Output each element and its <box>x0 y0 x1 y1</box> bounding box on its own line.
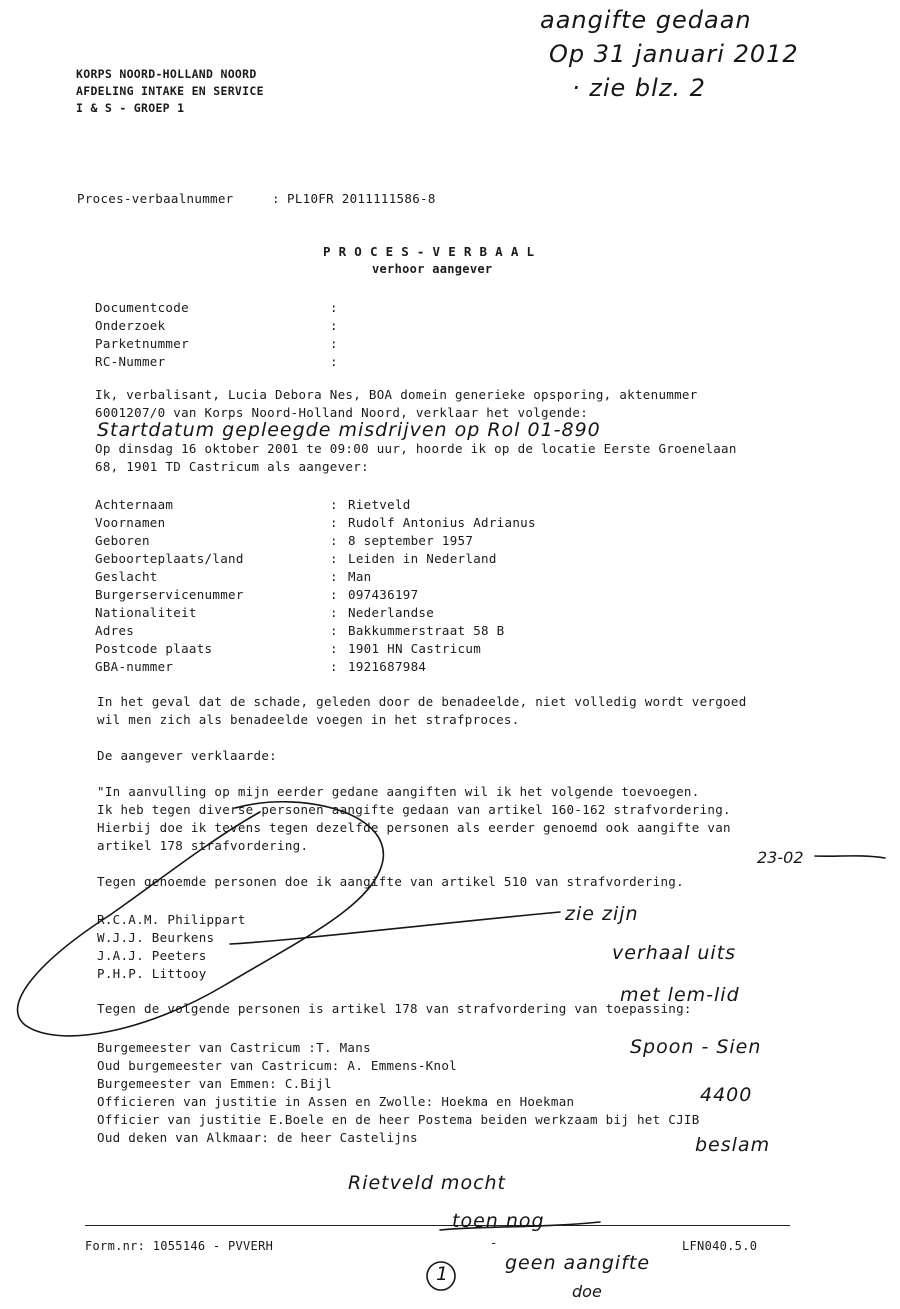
header-line-2: AFDELING INTAKE EN SERVICE <box>76 84 264 98</box>
person-sep: : <box>330 605 338 620</box>
person-value: Leiden in Nederland <box>348 551 497 566</box>
handwritten-date-note: 23-02 <box>757 848 804 867</box>
handwritten-note-top-2: Op 31 januari 2012 <box>549 40 799 68</box>
pv-number-value: PL10FR 2011111586-8 <box>287 191 436 206</box>
document-title: P R O C E S - V E R B A A L <box>323 244 535 259</box>
person-sep: : <box>330 659 338 674</box>
person-label: Burgerservicenummer <box>95 587 244 602</box>
handwritten-side-note: Spoon - Sien <box>630 1036 762 1058</box>
person-label: Achternaam <box>95 497 174 512</box>
meta-sep: : <box>330 354 338 369</box>
person-sep: : <box>330 623 338 638</box>
intro-line-4: 68, 1901 TD Castricum als aangever: <box>95 459 369 474</box>
handwritten-bottom-2: toen nog <box>452 1210 545 1232</box>
handwritten-side-note: verhaal uits <box>612 942 737 964</box>
handwritten-side-note: beslam <box>695 1134 771 1156</box>
damage-line-1: In het geval dat de schade, geleden door de benadeelde, niet volledig wordt vergoed <box>97 694 747 709</box>
header-line-3: I & S - GROEP 1 <box>76 101 185 115</box>
handwritten-note-top-3: · zie blz. 2 <box>572 74 706 102</box>
handwritten-side-note: met lem-lid <box>620 984 740 1006</box>
pv-number-label: Proces-verbaalnummer <box>77 191 234 206</box>
handwritten-bottom-4: doe <box>572 1282 602 1301</box>
official-line: Officieren van justitie in Assen en Zwolle: Hoekma en Hoekman <box>97 1094 575 1109</box>
footer-form-nr: Form.nr: 1055146 - PVVERH <box>85 1239 274 1253</box>
meta-label-rc-nummer: RC-Nummer <box>95 354 166 369</box>
official-line: Burgemeester van Castricum :T. Mans <box>97 1040 371 1055</box>
declared-label: De aangever verklaarde: <box>97 748 277 763</box>
person-label: Nationaliteit <box>95 605 197 620</box>
statement-line-5: Tegen genoemde personen doe ik aangifte van artikel 510 van strafvordering. <box>97 874 684 889</box>
person-label: Voornamen <box>95 515 166 530</box>
person-label: Adres <box>95 623 135 638</box>
meta-label-parketnummer: Parketnummer <box>95 336 189 351</box>
meta-label-documentcode: Documentcode <box>95 300 189 315</box>
handwritten-note-top-1: aangifte gedaan <box>540 6 752 34</box>
statement-line-3: Hierbij doe ik tevens tegen dezelfde personen als eerder genoemd ook aangifte van <box>97 820 731 835</box>
person-label: Geboorteplaats/land <box>95 551 244 566</box>
handwritten-bottom-1: Rietveld mocht <box>348 1172 507 1194</box>
statement-line-2: Ik heb tegen diverse personen aangifte gedaan van artikel 160-162 strafvordering. <box>97 802 731 817</box>
person-value: Man <box>348 569 372 584</box>
person-label: Geboren <box>95 533 150 548</box>
statement-line-1: "In aanvulling op mijn eerder gedane aangiften wil ik het volgende toevoegen. <box>97 784 700 799</box>
footer-dash: - <box>490 1236 498 1250</box>
person-510: W.J.J. Beurkens <box>97 930 215 945</box>
person-sep: : <box>330 497 338 512</box>
person-510: R.C.A.M. Philippart <box>97 912 246 927</box>
intro-line-2: 6001207/0 van Korps Noord-Holland Noord, verklaar het volgende: <box>95 405 589 420</box>
person-510: P.H.P. Littooy <box>97 966 207 981</box>
person-label: Geslacht <box>95 569 158 584</box>
person-value: 1921687984 <box>348 659 427 674</box>
person-value: Bakkummerstraat 58 B <box>348 623 505 638</box>
person-value: 097436197 <box>348 587 419 602</box>
person-sep: : <box>330 515 338 530</box>
footer-code: LFN040.5.0 <box>682 1239 758 1253</box>
header-line-1: KORPS NOORD-HOLLAND NOORD <box>76 67 257 81</box>
intro-line-3: Op dinsdag 16 oktober 2001 te 09:00 uur, hoorde ik op de locatie Eerste Groenelaan <box>95 441 737 456</box>
official-line: Officier van justitie E.Boele en de heer Postema beiden werkzaam bij het CJIB <box>97 1112 700 1127</box>
person-label: GBA-nummer <box>95 659 174 674</box>
person-sep: : <box>330 587 338 602</box>
person-sep: : <box>330 551 338 566</box>
person-value: 8 september 1957 <box>348 533 474 548</box>
official-line: Oud deken van Alkmaar: de heer Castelijns <box>97 1130 418 1145</box>
meta-sep: : <box>330 318 338 333</box>
official-line: Oud burgemeester van Castricum: A. Emmens-Knol <box>97 1058 457 1073</box>
handwritten-side-note: 4400 <box>700 1084 753 1106</box>
footer-rule <box>85 1225 790 1226</box>
pv-number-sep: : <box>272 191 280 206</box>
handwritten-side-note: zie zijn <box>565 903 639 925</box>
meta-sep: : <box>330 336 338 351</box>
damage-line-2: wil men zich als benadeelde voegen in het strafproces. <box>97 712 520 727</box>
person-value: Rietveld <box>348 497 411 512</box>
person-sep: : <box>330 569 338 584</box>
handwritten-startdatum: Startdatum gepleegde misdrijven op Rol 01-890 <box>97 419 601 441</box>
pen-line-stroke <box>230 912 560 944</box>
document-subtitle: verhoor aangever <box>372 262 493 276</box>
intro-line-1: Ik, verbalisant, Lucia Debora Nes, BOA domein generieke opsporing, aktenummer <box>95 387 698 402</box>
official-line: Burgemeester van Emmen: C.Bijl <box>97 1076 332 1091</box>
meta-label-onderzoek: Onderzoek <box>95 318 166 333</box>
person-sep: : <box>330 641 338 656</box>
person-label: Postcode plaats <box>95 641 213 656</box>
person-value: 1901 HN Castricum <box>348 641 482 656</box>
circled-number: 1 <box>436 1263 450 1285</box>
statement-line-4: artikel 178 strafvordering. <box>97 838 309 853</box>
art178-intro: Tegen de volgende personen is artikel 178 van strafvordering van toepassing: <box>97 1001 692 1016</box>
meta-sep: : <box>330 300 338 315</box>
person-value: Rudolf Antonius Adrianus <box>348 515 536 530</box>
pen-dash-stroke <box>815 856 885 858</box>
person-value: Nederlandse <box>348 605 435 620</box>
person-510: J.A.J. Peeters <box>97 948 207 963</box>
person-sep: : <box>330 533 338 548</box>
handwritten-bottom-3: geen aangifte <box>505 1252 651 1274</box>
